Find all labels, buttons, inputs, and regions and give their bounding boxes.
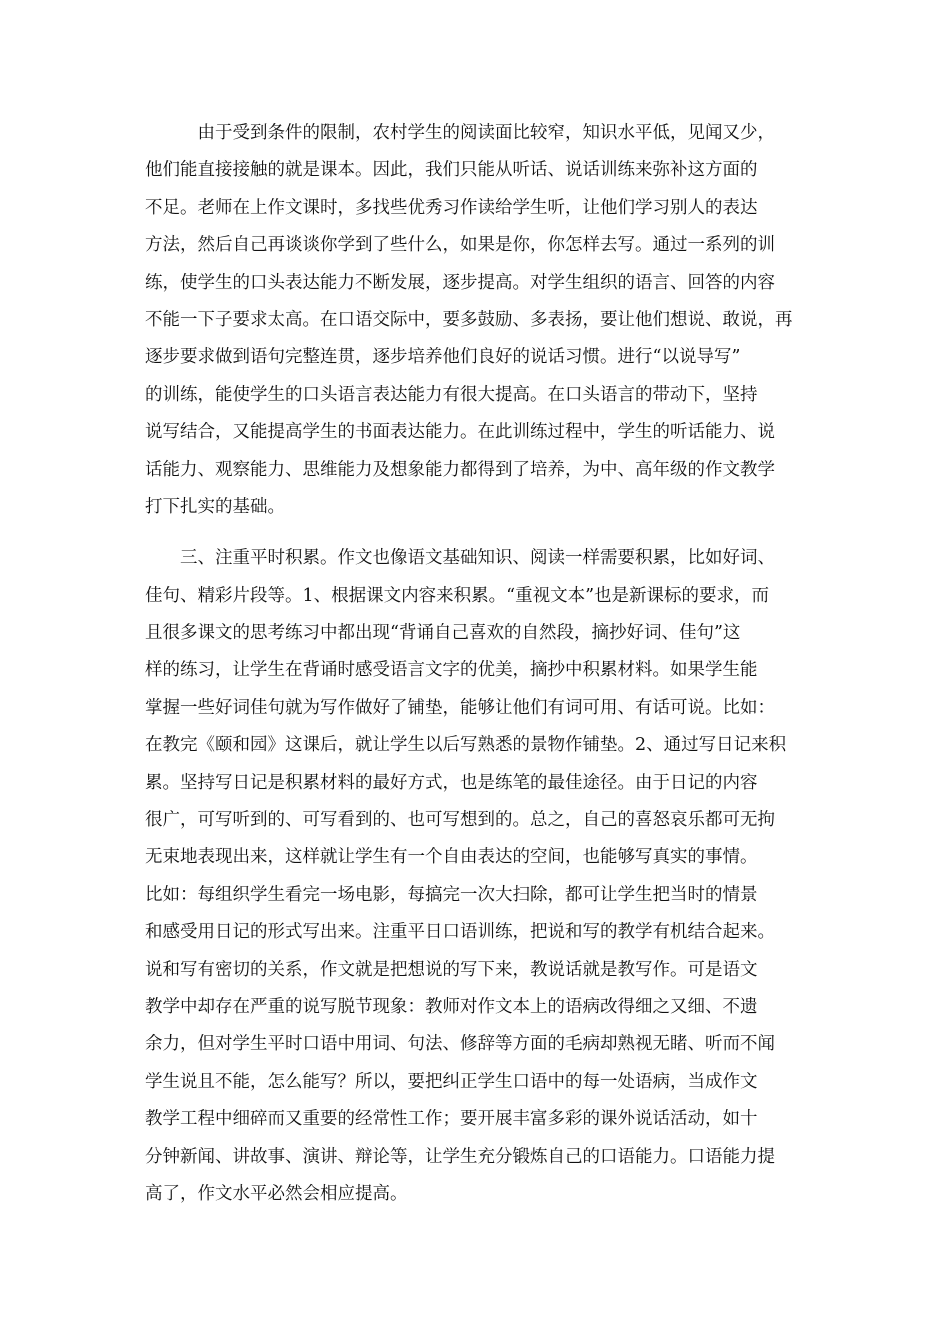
text-line: 方法，然后自己再谈谈你学到了些什么，如果是你，你怎样去写。通过一系列的训 — [145, 235, 775, 256]
text-line: 高了，作文水平必然会相应提高。 — [145, 1183, 408, 1204]
text-line: 很广，可写听到的、可写看到的、也可写想到的。总之，自己的喜怒哀乐都可无拘 — [145, 810, 775, 831]
text-line: 和感受用日记的形式写出来。注重平日口语训练，把说和写的教学有机结合起来。 — [145, 922, 775, 943]
document-body — [145, 115, 813, 1213]
text-line: 教学中却存在严重的说写脱节现象：教师对作文本上的语病改得细之又细、不遗 — [145, 996, 758, 1017]
text-line: 样的练习，让学生在背诵时感受语言文字的优美，摘抄中积累材料。如果学生能 — [145, 660, 758, 681]
text-line: 掌握一些好词佳句就为写作做好了铺垫，能够让他们有词可用、有话可说。比如： — [145, 697, 775, 718]
text-line: 不足。老师在上作文课时，多找些优秀习作读给学生听，让他们学习别人的表达 — [145, 197, 758, 218]
text-line: 话能力、观察能力、思维能力及想象能力都得到了培养，为中、高年级的作文教学 — [145, 459, 775, 480]
text-line: 的训练，能使学生的口头语言表达能力有很大提高。在口头语言的带动下，坚持 — [145, 384, 758, 405]
text-line: 逐步要求做到语句完整连贯，逐步培养他们良好的说话习惯。进行“以说导写” — [145, 347, 741, 368]
text-line: 比如：每组织学生看完一场电影，每搞完一次大扫除，都可让学生把当时的情景 — [145, 884, 758, 905]
text-line: 说和写有密切的关系，作文就是把想说的写下来，教说话就是教写作。可是语文 — [145, 959, 758, 980]
text-line: 在教完《颐和园》这课后，就让学生以后写熟悉的景物作铺垫。2、通过写日记来积 — [145, 735, 787, 756]
text-line: 累。坚持写日记是积累材料的最好方式，也是练笔的最佳途径。由于日记的内容 — [145, 772, 758, 793]
text-line: 不能一下子要求太高。在口语交际中，要多鼓励、多表扬，要让他们想说、敢说，再 — [145, 309, 793, 330]
text-line: 分钟新闻、讲故事、演讲、辩论等，让学生充分锻炼自己的口语能力。口语能力提 — [145, 1146, 775, 1167]
text-line: 无束地表现出来，这样就让学生有一个自由表达的空间，也能够写真实的事情。 — [145, 847, 758, 868]
paragraph-1 — [145, 115, 813, 526]
text-line: 说写结合，又能提高学生的书面表达能力。在此训练过程中，学生的听话能力、说 — [145, 422, 775, 443]
text-line: 余力，但对学生平时口语中用词、句法、修辞等方面的毛病却熟视无睹、听而不闻 — [145, 1034, 775, 1055]
text-line: 练，使学生的口头表达能力不断发展，逐步提高。对学生组织的语言、回答的内容 — [145, 272, 775, 293]
text-line: 学生说且不能，怎么能写？所以，要把纠正学生口语中的每一处语病，当成作文 — [145, 1071, 758, 1092]
paragraph-spacer — [145, 526, 813, 540]
text-line: 三、注重平时积累。作文也像语文基础知识、阅读一样需要积累，比如好词、 — [145, 548, 775, 569]
text-line: 打下扎实的基础。 — [145, 496, 285, 517]
text-line: 由于受到条件的限制，农村学生的阅读面比较窄，知识水平低，见闻又少， — [145, 123, 775, 143]
text-line: 教学工程中细碎而又重要的经常性工作；要开展丰富多彩的课外说话活动，如十 — [145, 1109, 758, 1130]
text-line: 且很多课文的思考练习中都出现“背诵自己喜欢的自然段，摘抄好词、佳句”这 — [145, 623, 741, 644]
text-line: 他们能直接接触的就是课本。因此，我们只能从听话、说话训练来弥补这方面的 — [145, 160, 758, 181]
paragraph-2 — [145, 540, 813, 1213]
text-line: 佳句、精彩片段等。1、根据课文内容来积累。“重视文本”也是新课标的要求，而 — [145, 585, 770, 606]
